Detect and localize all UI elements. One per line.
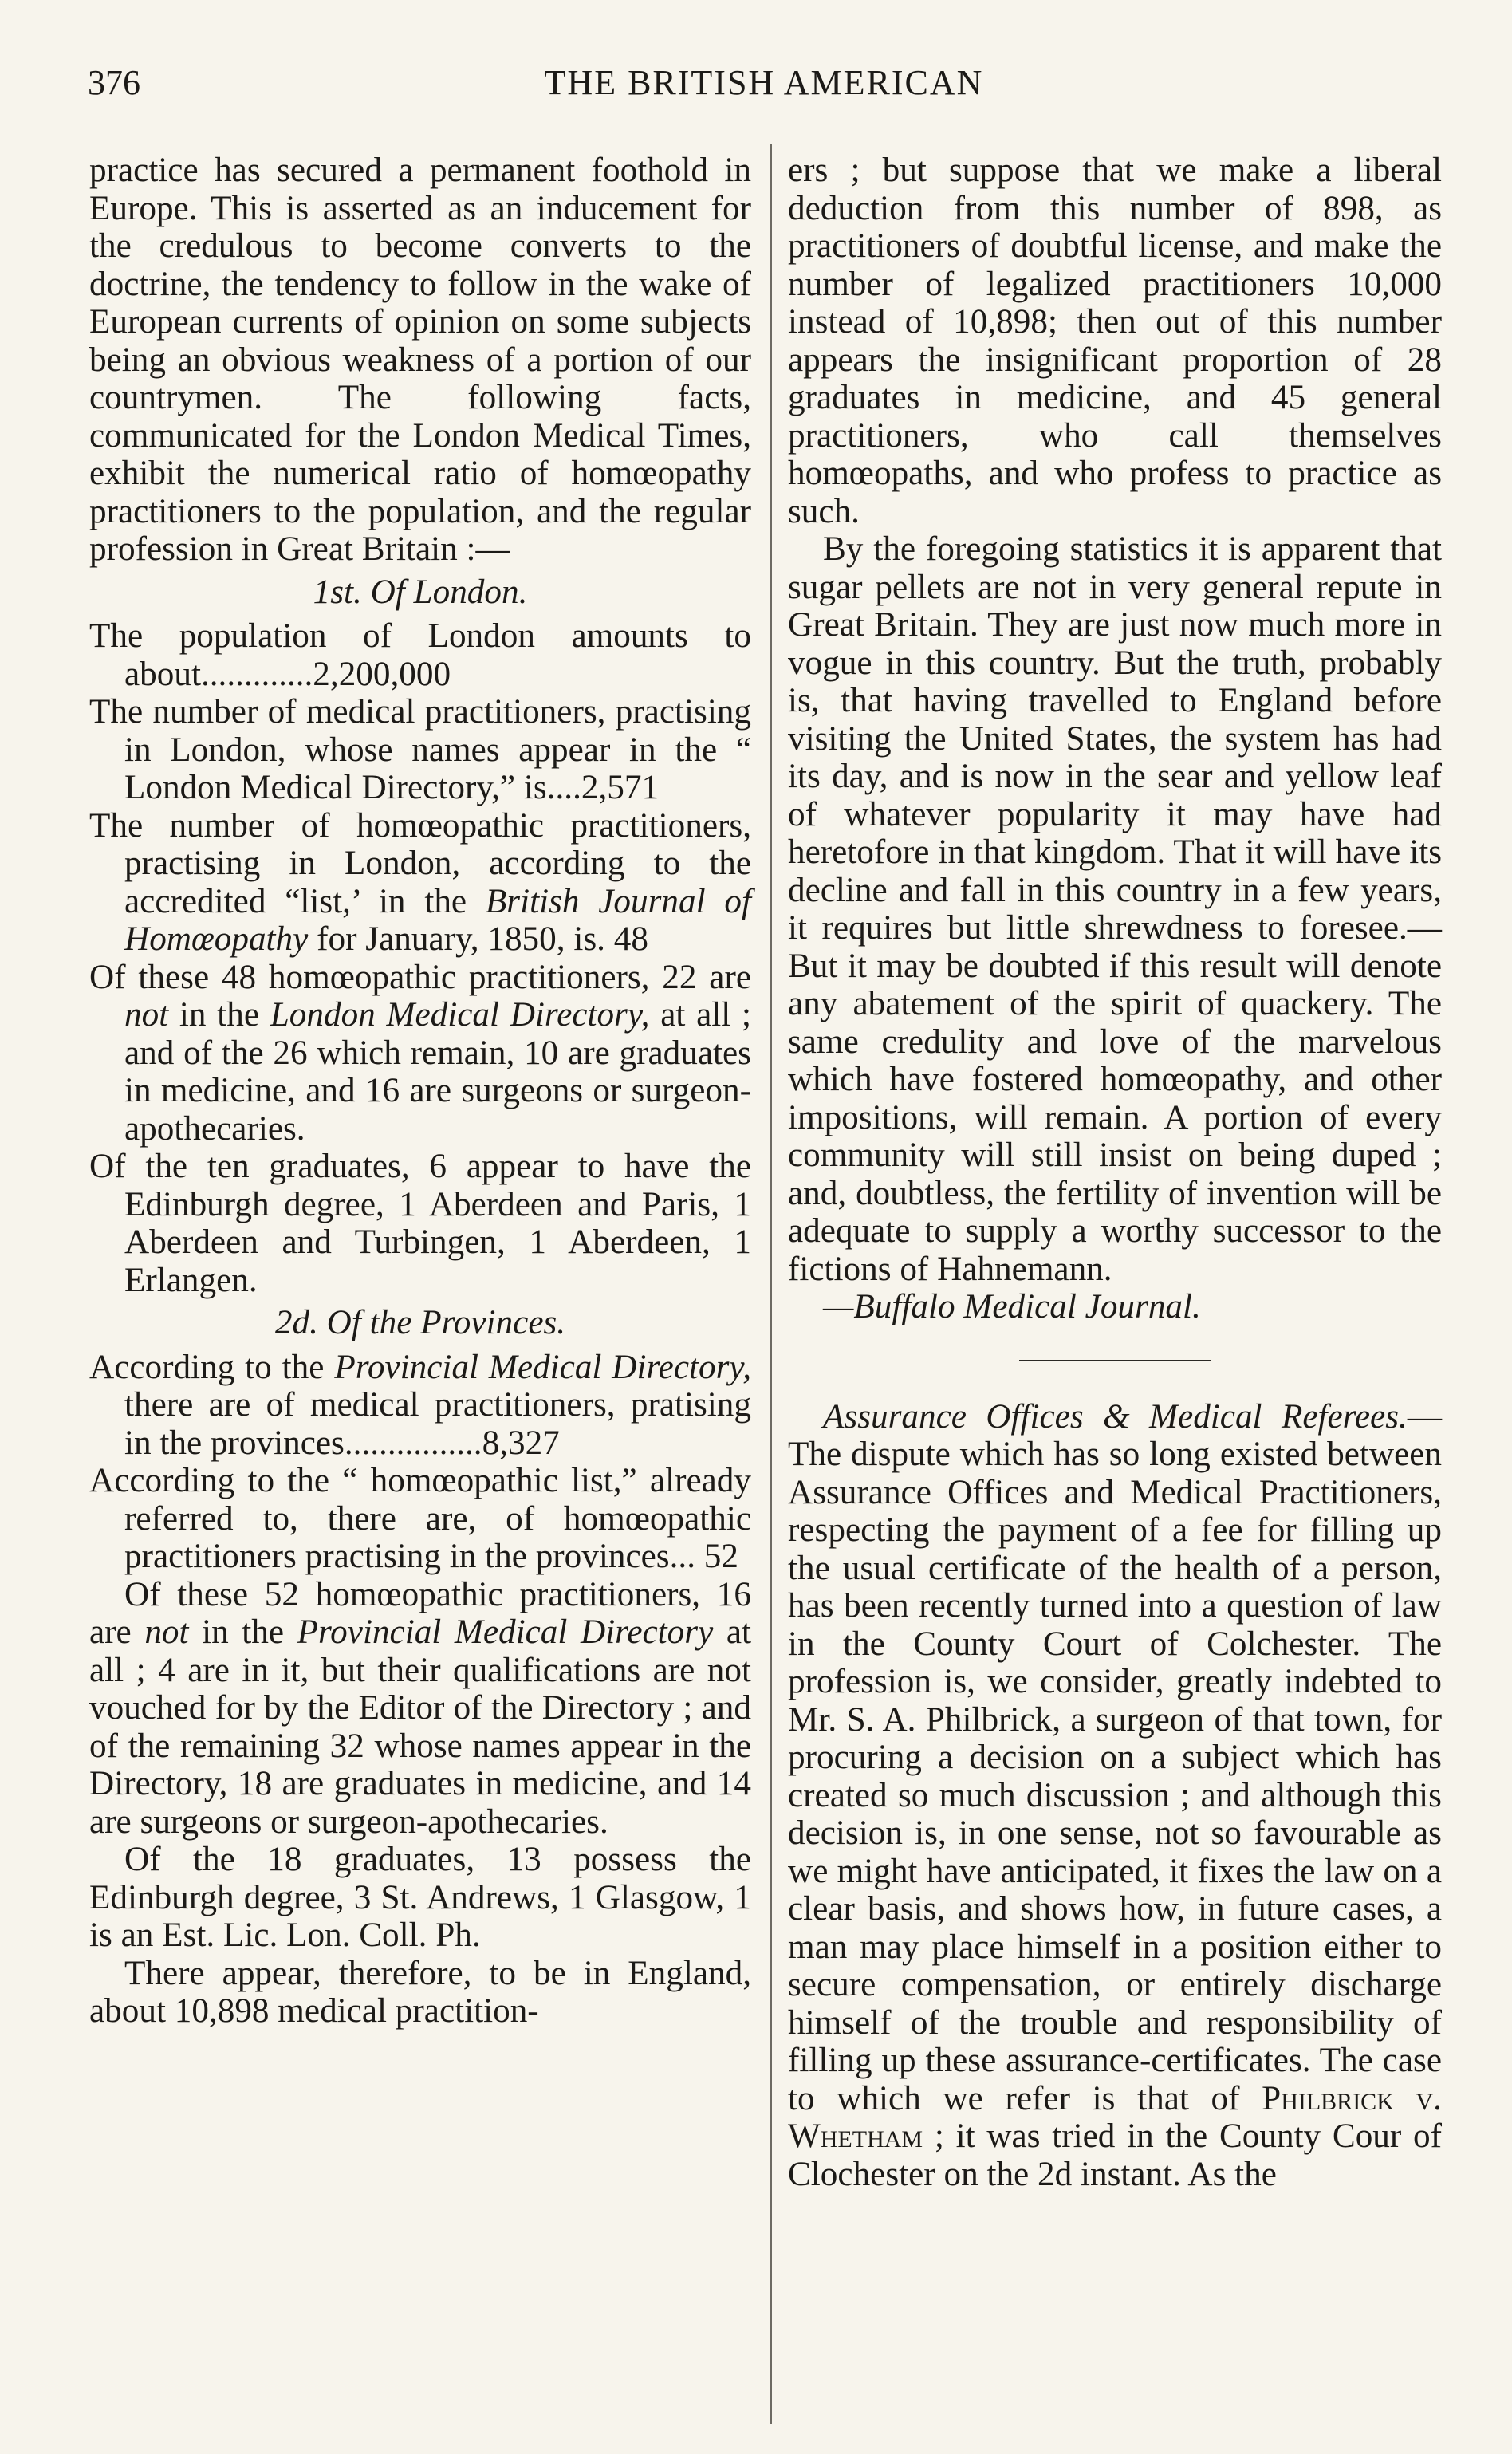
intro-paragraph: practice has secured a permanent foothold in Europe. This is asserted as an inducement for the credulous to become converts to the doctrine, the tendency to follow in the wake of European currents of opinion on some subjects being an obvious weakness of a portion of our countrymen. The following facts, communicated for the London Medical Times, exhibit the numerical ratio of homœopathy practitioners to the population, and the regular profession in Great Britain :— [89,152,751,568]
text: Of these 52 homœopathic practitioners, 16 are [89,1575,751,1651]
source-title: —Buffalo Medical Journal. [823,1288,1201,1325]
page-number: 376 [88,63,140,102]
running-head [88,62,1440,118]
assurance-article [788,1398,1442,2194]
statistics-paragraph: By the foregoing statistics it is apparent that sugar pellets are not in very general repute in Great Britain. They are just now much more in vogue in this country. But the truth, probably is, that having travelled to England before visiting the United States, the system has had its day, and is now in the sear and yellow leaf of whatever popularity it may have had heretofore in that kingdom. That it will have its decline and fall in this country in a few years, it requires but little shrewdness to foresee.—But it may be doubted if this result will denote any abatement of the spirit of quackery. The same credulity and love of the marvelous which have fostered homœopathy, and other impositions, will remain. A portion of every community will still insist on being duped ; and, doubtless, the fertility of invention will be adequate to supply a worthy successor to the fictions of Hahnemann. [788,530,1442,1288]
directory-title: London Medical Directory, [270,996,650,1034]
running-title: THE BRITISH AMERICAN [544,63,984,102]
directory-title: Provincial Medical Directory, [334,1348,751,1386]
england-total: There appear, therefore, to be in England, about 10,898 medical practition- [89,1954,751,2030]
provinces-heading: 2d. Of the Provinces. [274,1304,566,1341]
london-graduates: Of the ten graduates, 6 appear to have the Edinburgh degree, 1 Aberdeen and Paris, 1 Aberdeen and Turbingen, 1 Aberdeen, 1 Erlangen. [89,1148,751,1299]
emphasis: not [144,1613,189,1651]
provinces-graduates: Of the 18 graduates, 13 possess the Edinburgh degree, 3 St. Andrews, 1 Glasgow, 1 is an Est. Lic. Lon. Coll. Ph. [89,1841,751,1954]
directory-title: Provincial Medical Directory [297,1613,714,1651]
provinces-homoeopathic-count: According to the “ homœopathic list,” already referred to, there are, of homœopathic practitioners practising in the provinces... 52 [89,1462,751,1575]
text: at all ; 4 are in it, but their qualifications are not vouched for by the Editor of the Directory ; and of the remaining 32 whose names appear in the Directory, 18 are graduates in medicine, and 14 are surgeons or surgeon-apothecaries. [89,1613,751,1841]
text: According to the [89,1348,335,1386]
case-name: Philbrick v. Whetham [788,2079,1442,2155]
text: —The dispute which has so long existed between Assurance Offices and Medical Practitioners, respecting the payment of a fee for filling up the usual certificate of the health of a person, has been recently turned into a question of law in the County Court of Colchester. The profession is, we consider, greatly indebted to Mr. S. A. Philbrick, a surgeon of that town, for procuring a decision on a subject which has created so much discussion ; and although this decision is, in one sense, not so favourable as we might have anticipated, it fixes the law on a clear basis, and shows how, in future cases, a man may place himself in a position either to secure compensation, or entirely discharge himself of the trouble and responsibility of filling up these assurance-certificates. The case to which we refer is that of [788,1397,1442,2117]
text: in the [188,1613,297,1651]
text: The number of homœopathic practitioners, practising in London, according to the accredited “list,’ in the [89,806,751,920]
text: Of these 48 homœopathic practitioners, 22 are [89,958,751,996]
continued-paragraph: ers ; but suppose that we make a liberal deduction from this number of 898, as practitioners of doubtful license, and make the number of legalized practitioners 10,000 instead of 10,898; then out of this number appears the insignificant proportion of 28 graduates in medicine, and 45 general practitioners, who call themselves homœopaths, and who profess to practice as such. [788,152,1442,530]
text: there are of medical practitioners, pratising in the provinces................8,327 [124,1386,751,1462]
london-homoeopathic-breakdown [89,959,751,1148]
right-column [788,152,1442,2193]
article-title: Assurance Offices & Medical Referees. [823,1397,1408,1436]
text: at all ; and of the 26 which remain, 10 are graduates in medicine, and 16 are surgeons or surgeon-apothecaries. [124,996,752,1148]
journal-title: British Journal of Homœopathy [124,882,752,958]
source-credit [788,1288,1442,1326]
emphasis: not [124,996,169,1034]
left-column [89,152,751,2031]
section-divider [1019,1360,1211,1361]
text: in the [168,996,270,1034]
text: for January, 1850, is. 48 [308,920,648,958]
london-homoeopathic-count [89,807,751,959]
london-population: The population of London amounts to about.............2,200,000 [89,617,751,693]
provinces-breakdown [89,1576,751,1841]
provinces-practitioners [89,1349,751,1463]
london-heading: 1st. Of London. [313,573,528,611]
column-rule [770,144,772,2424]
london-medical-practitioners: The number of medical practitioners, practising in London, whose names appear in the “ London Medical Directory,” is....2,571 [89,693,751,806]
text: ; it was tried in the County Cour of Clochester on the 2d instant. As the [788,2117,1442,2193]
